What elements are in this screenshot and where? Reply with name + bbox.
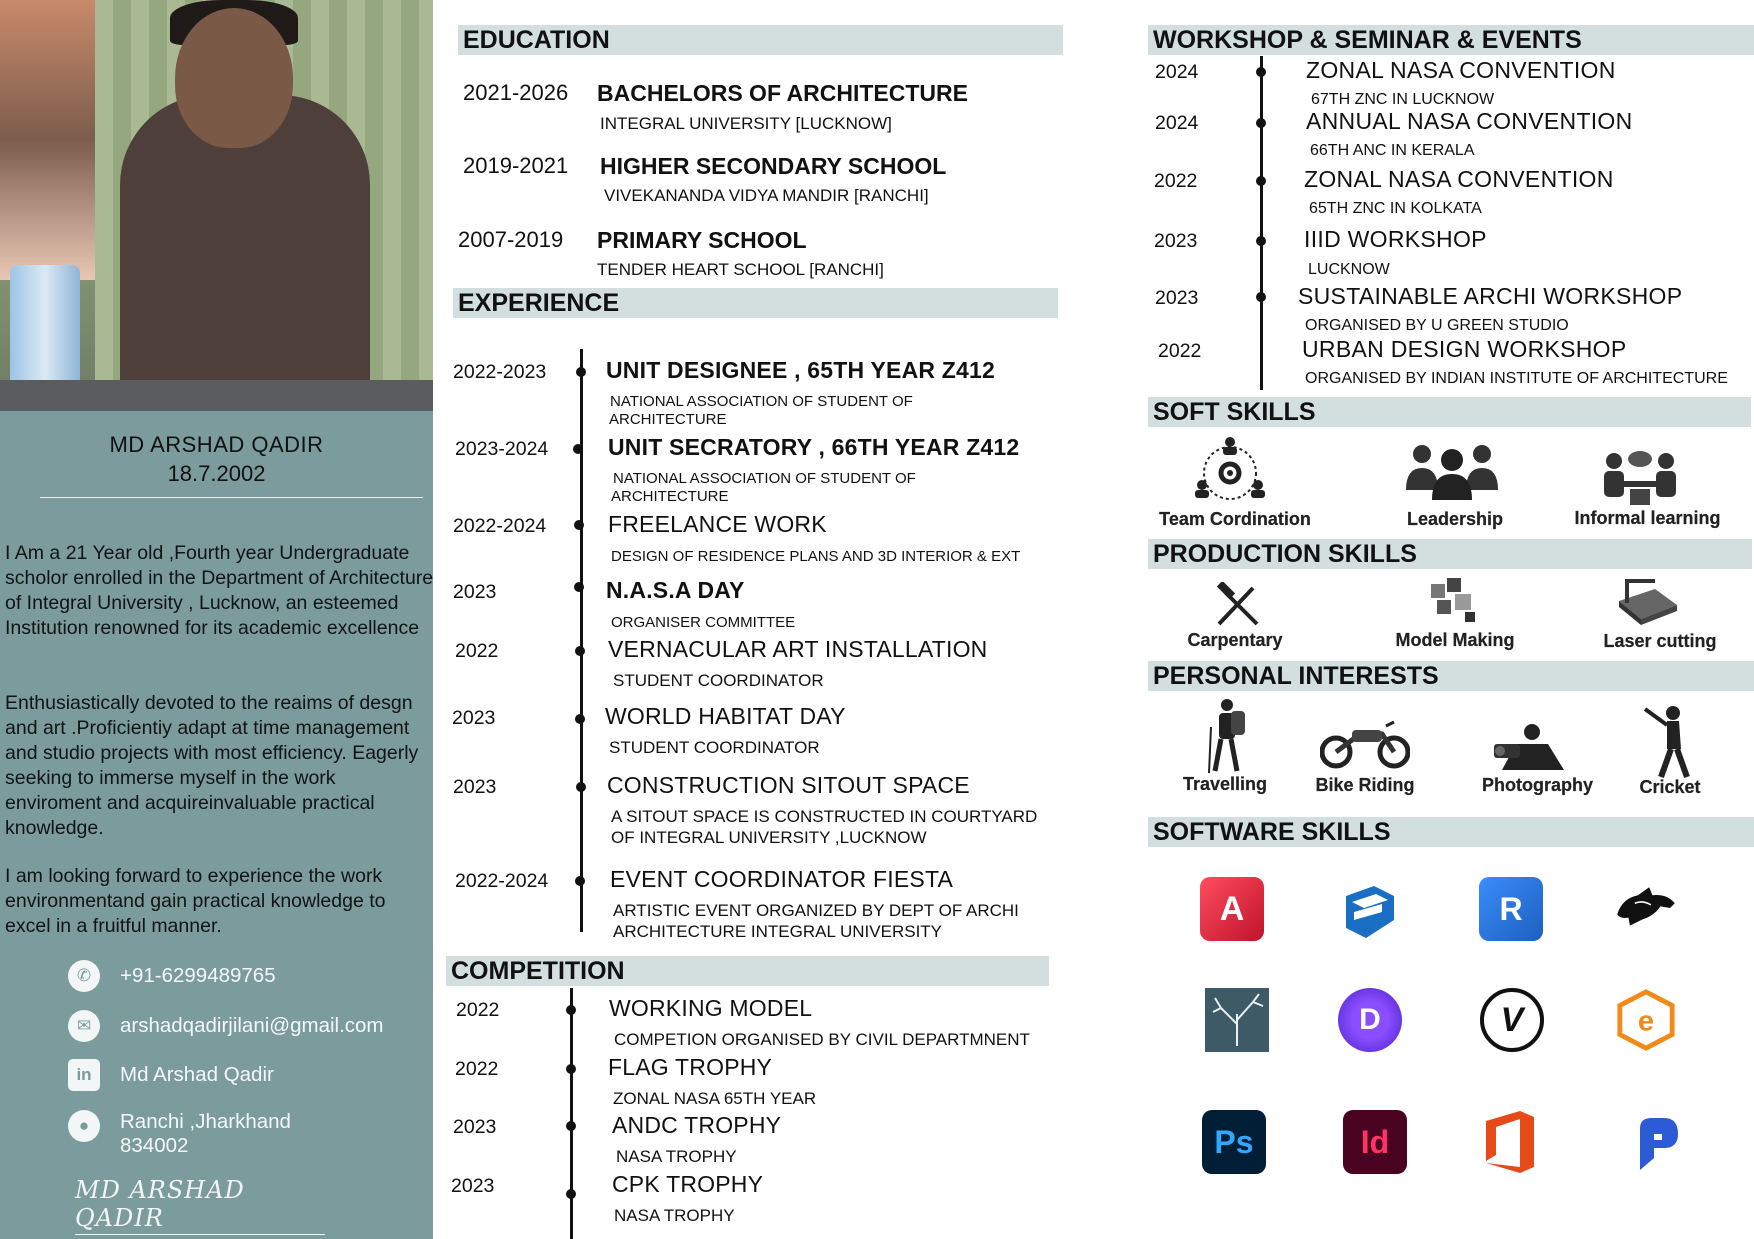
cricket-icon (1643, 703, 1698, 778)
comp-year: 2023 (451, 1175, 495, 1197)
bike-riding-icon (1320, 718, 1410, 770)
exp-year: 2022-2024 (453, 515, 547, 537)
app-glyph: Id (1360, 1123, 1390, 1160)
workshop-sub: LUCKNOW (1308, 261, 1390, 278)
exp-title: EVENT COORDINATOR FIESTA (610, 866, 954, 892)
comp-year: 2022 (456, 999, 500, 1021)
exp-title: FREELANCE WORK (608, 511, 827, 537)
section-education: EDUCATION (458, 25, 1063, 55)
carpentry-icon (1213, 582, 1263, 628)
divider (40, 497, 423, 498)
bio-paragraph: Enthusiastically devoted to the reaims of desgn and art .Proficientiy adapt at time management and studio projects with most efficiency. Eagerly seeking to immerse myself in the work enviroment and acquireinvaluable practical knowledge. (5, 692, 419, 839)
app-glyph: e (1637, 1005, 1655, 1038)
timeline-dot (566, 1005, 576, 1015)
timeline-line (1260, 56, 1263, 390)
app-glyph: Ps (1214, 1123, 1254, 1160)
section-software-skills: SOFTWARE SKILLS (1148, 817, 1754, 847)
phone-text: +91-6299489765 (120, 964, 276, 987)
workshop-title: IIID WORKSHOP (1304, 226, 1487, 252)
timeline-dot (566, 1064, 576, 1074)
exp-title: UNIT DESIGNEE , 65TH YEAR Z412 (606, 357, 996, 383)
timeline-dot (576, 367, 586, 377)
exp-sub: DESIGN OF RESIDENCE PLANS AND 3D INTERIOR & EXT (611, 548, 1021, 565)
exp-year: 2022-2023 (453, 361, 547, 383)
edu-title: PRIMARY SCHOOL (597, 227, 807, 253)
edu-sub: INTEGRAL UNIVERSITY [LUCKNOW] (600, 114, 892, 133)
skill-label: Team Cordination (1159, 509, 1311, 529)
workshop-title: ZONAL NASA CONVENTION (1306, 57, 1616, 83)
edu-year: 2021-2026 (463, 80, 569, 105)
workshop-year: 2022 (1158, 340, 1202, 362)
app-glyph: R (1499, 890, 1523, 927)
section-personal-interests: PERSONAL INTERESTS (1148, 661, 1754, 691)
timeline-dot (575, 646, 585, 656)
exp-year: 2023 (453, 776, 497, 798)
profile-dob: 18.7.2002 (167, 461, 266, 486)
edu-title: HIGHER SECONDARY SCHOOL (600, 153, 947, 179)
skill-label: Laser cutting (1603, 631, 1717, 651)
comp-year: 2022 (455, 1058, 499, 1080)
exp-title: CONSTRUCTION SITOUT SPACE (607, 772, 970, 798)
workshop-year: 2024 (1155, 112, 1199, 134)
comp-sub: NASA TROPHY (614, 1206, 735, 1225)
contact-phone[interactable] (68, 960, 276, 992)
timeline-dot (576, 782, 586, 792)
app-glyph: D (1359, 1003, 1381, 1036)
comp-title: ANDC TROPHY (612, 1112, 782, 1138)
edu-sub: VIVEKANANDA VIDYA MANDIR [RANCHI] (604, 186, 929, 205)
workshop-sub: 66TH ANC IN KERALA (1310, 142, 1475, 159)
workshop-sub: 65TH ZNC IN KOLKATA (1309, 200, 1482, 217)
informal-learning-icon (1600, 447, 1680, 507)
exp-sub: ORGANISER COMMITTEE (611, 614, 796, 631)
comp-title: WORKING MODEL (609, 995, 813, 1021)
timeline-dot (574, 520, 584, 530)
rhino-icon (1614, 876, 1678, 940)
workshop-year: 2023 (1155, 287, 1199, 309)
section-competition: COMPETITION (446, 956, 1049, 986)
exp-title: WORLD HABITAT DAY (605, 703, 846, 729)
app-glyph: A (1219, 889, 1245, 928)
app-glyph: V (1500, 1000, 1524, 1039)
vray-icon (1480, 988, 1544, 1052)
timeline-dot (573, 444, 583, 454)
profile-name: MD ARSHAD QADIR (109, 432, 324, 457)
location-pin-icon: ● (68, 1110, 100, 1142)
photography-icon (1492, 722, 1572, 772)
exp-sub: A SITOUT SPACE IS CONSTRUCTED IN COURTYARD (611, 807, 1038, 826)
timeline-dot (1256, 236, 1266, 246)
lumion-icon (1205, 988, 1269, 1052)
laser-cutting-icon (1615, 575, 1680, 627)
exp-sub: ARTISTIC EVENT ORGANIZED BY DEPT OF ARCHI (613, 901, 1019, 920)
autocad-icon (1200, 877, 1264, 941)
workshop-year: 2022 (1154, 170, 1198, 192)
exp-year: 2022-2024 (455, 870, 549, 892)
skill-label: Informal learning (1574, 508, 1721, 528)
workshop-title: ANNUAL NASA CONVENTION (1306, 108, 1633, 134)
workshop-year: 2023 (1154, 230, 1198, 252)
exp-year: 2023 (452, 707, 496, 729)
interest-label: Photography (1482, 775, 1593, 795)
exp-sub: ARCHITECTURE (611, 488, 729, 505)
photoshop-icon (1202, 1110, 1266, 1174)
interest-label: Cricket (1639, 777, 1701, 797)
timeline-dot (1256, 67, 1266, 77)
linkedin-icon: in (68, 1059, 100, 1091)
exp-title: UNIT SECRATORY , 66TH YEAR Z412 (608, 434, 1020, 460)
ms-office-icon (1478, 1110, 1542, 1174)
pixlr-icon (1625, 1112, 1689, 1176)
exp-sub: STUDENT COORDINATOR (613, 671, 824, 690)
location-line2: 834002 (120, 1134, 189, 1157)
skill-label: Carpentary (1187, 630, 1283, 650)
workshop-sub: ORGANISED BY U GREEN STUDIO (1305, 317, 1569, 334)
location-line1: Ranchi ,Jharkhand (120, 1110, 291, 1133)
section-experience: EXPERIENCE (453, 288, 1058, 318)
contact-location (68, 1110, 291, 1158)
timeline-dot (566, 1189, 576, 1199)
exp-sub: NATIONAL ASSOCIATION OF STUDENT OF (613, 470, 916, 487)
timeline-dot (574, 582, 584, 592)
section-workshop: WORKSHOP & SEMINAR & EVENTS (1148, 25, 1754, 55)
timeline-dot (1256, 292, 1266, 302)
signature: MD ARSHAD QADIR (75, 1176, 325, 1235)
exp-sub: OF INTEGRAL UNIVERSITY ,LUCKNOW (611, 828, 927, 847)
comp-sub: ZONAL NASA 65TH YEAR (613, 1089, 817, 1108)
bio-paragraph: I Am a 21 Year old ,Fourth year Undergraduate scholor enrolled in the Department of Architecture of Integral University , Lucknow, an esteemed Institution renowned for its academic excellence (5, 542, 434, 639)
exp-sub: ARCHITECTURE INTEGRAL UNIVERSITY (613, 922, 943, 941)
timeline-dot (1256, 176, 1266, 186)
timeline-dot (575, 714, 585, 724)
timeline-dot (566, 1121, 576, 1131)
workshop-sub: ORGANISED BY INDIAN INSTITUTE OF ARCHITECTURE (1305, 370, 1728, 387)
exp-title: VERNACULAR ART INSTALLATION (608, 636, 988, 662)
enscape-icon (1614, 988, 1678, 1052)
team-coordination-icon (1188, 433, 1273, 508)
travelling-icon (1205, 697, 1250, 775)
edu-title: BACHELORS OF ARCHITECTURE (597, 80, 968, 106)
exp-title: N.A.S.A DAY (606, 577, 745, 603)
skill-label: Leadership (1406, 509, 1504, 529)
comp-sub: NASA TROPHY (616, 1147, 737, 1166)
timeline-line (580, 349, 583, 932)
contact-email[interactable] (68, 1010, 384, 1042)
timeline-dot (575, 876, 585, 886)
workshop-year: 2024 (1155, 61, 1199, 83)
skill-label: Model Making (1395, 630, 1515, 650)
mail-icon: ✉ (68, 1010, 100, 1042)
interest-label: Travelling (1182, 774, 1268, 794)
exp-sub: STUDENT COORDINATOR (609, 738, 820, 757)
interest-label: Bike Riding (1315, 775, 1415, 795)
leadership-icon (1402, 440, 1502, 500)
comp-title: CPK TROPHY (612, 1171, 764, 1197)
profile-photo (0, 0, 433, 411)
timeline-line (570, 988, 573, 1239)
bio-paragraph: I am looking forward to experience the work environmentand gain practical knowledge to excel in a fruitful manner. (5, 865, 386, 937)
comp-title: FLAG TROPHY (608, 1054, 773, 1080)
comp-year: 2023 (453, 1116, 497, 1138)
section-production-skills: PRODUCTION SKILLS (1148, 539, 1752, 569)
linkedin-text: Md Arshad Qadir (120, 1063, 274, 1086)
workshop-title: ZONAL NASA CONVENTION (1304, 166, 1614, 192)
d5-render-icon (1338, 988, 1402, 1052)
edu-sub: TENDER HEART SCHOOL [RANCHI] (597, 260, 884, 279)
exp-year: 2022 (455, 640, 499, 662)
model-making-icon (1425, 574, 1485, 626)
revit-icon (1479, 877, 1543, 941)
comp-sub: COMPETION ORGANISED BY CIVIL DEPARTMNENT (614, 1030, 1030, 1049)
sketchup-icon (1336, 880, 1400, 944)
exp-year: 2023 (453, 581, 497, 603)
indesign-icon (1343, 1110, 1407, 1174)
exp-year: 2023-2024 (455, 438, 549, 460)
edu-year: 2007-2019 (458, 227, 564, 252)
exp-sub: NATIONAL ASSOCIATION OF STUDENT OF (610, 393, 913, 410)
workshop-title: URBAN DESIGN WORKSHOP (1302, 336, 1627, 362)
section-soft-skills: SOFT SKILLS (1148, 397, 1751, 427)
contact-linkedin[interactable] (68, 1059, 274, 1091)
workshop-title: SUSTAINABLE ARCHI WORKSHOP (1298, 283, 1683, 309)
exp-sub: ARCHITECTURE (609, 411, 727, 428)
edu-year: 2019-2021 (463, 153, 569, 178)
phone-icon: ✆ (68, 960, 100, 992)
timeline-dot (1256, 118, 1266, 128)
workshop-sub: 67TH ZNC IN LUCKNOW (1311, 91, 1495, 108)
email-text: arshadqadirjilani@gmail.com (120, 1014, 384, 1037)
